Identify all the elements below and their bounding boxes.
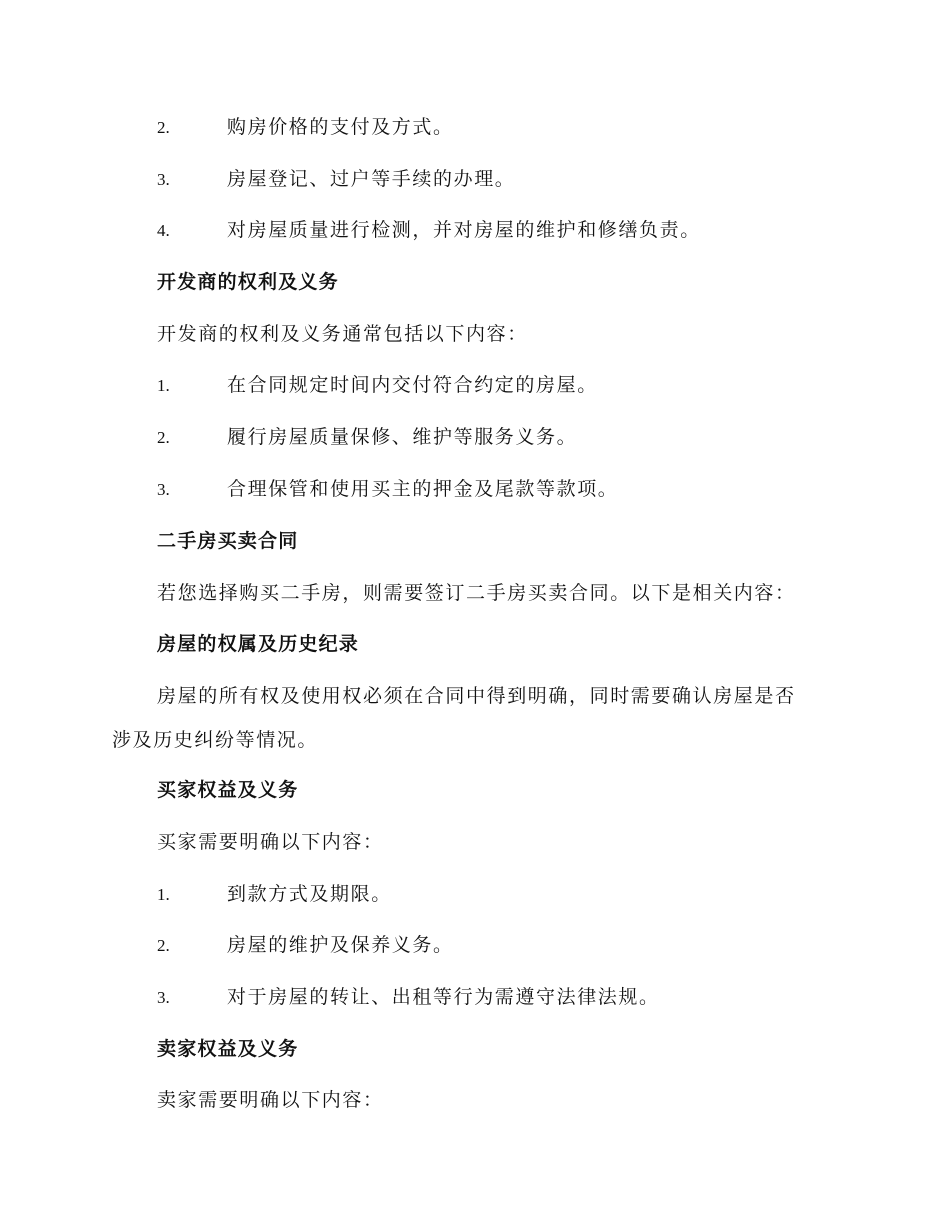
list-number: 1. bbox=[157, 376, 170, 395]
list-number: 3. bbox=[157, 480, 170, 499]
paragraph-buyer-intro: 买家需要明确以下内容： bbox=[157, 831, 384, 853]
paragraph-developer-intro: 开发商的权利及义务通常包括以下内容： bbox=[157, 323, 528, 345]
list-number: 4. bbox=[157, 221, 170, 240]
list-item-text: 履行房屋质量保修、维护等服务义务。 bbox=[227, 426, 578, 448]
section-heading-ownership: 房屋的权属及历史纪录 bbox=[157, 633, 360, 655]
list-item-text: 房屋登记、过户等手续的办理。 bbox=[227, 168, 516, 190]
list-item-text: 在合同规定时间内交付符合约定的房屋。 bbox=[227, 374, 598, 396]
list-item-text: 购房价格的支付及方式。 bbox=[227, 116, 454, 138]
section-heading-second-hand: 二手房买卖合同 bbox=[157, 530, 299, 552]
section-heading-seller: 卖家权益及义务 bbox=[157, 1038, 299, 1060]
paragraph-ownership-line2: 涉及历史纠纷等情况。 bbox=[112, 729, 319, 751]
list-item-text: 对房屋质量进行检测，并对房屋的维护和修缮负责。 bbox=[227, 219, 701, 241]
list-number: 2. bbox=[157, 118, 170, 137]
paragraph-seller-intro: 卖家需要明确以下内容： bbox=[157, 1089, 384, 1111]
list-item-text: 对于房屋的转让、出租等行为需遵守法律法规。 bbox=[227, 986, 660, 1008]
list-number: 3. bbox=[157, 988, 170, 1007]
list-number: 1. bbox=[157, 885, 170, 904]
list-item-text: 房屋的维护及保养义务。 bbox=[227, 934, 454, 956]
paragraph-ownership-line1: 房屋的所有权及使用权必须在合同中得到明确，同时需要确认房屋是否 bbox=[157, 685, 796, 707]
list-number: 3. bbox=[157, 170, 170, 189]
paragraph-second-hand-intro: 若您选择购买二手房，则需要签订二手房买卖合同。以下是相关内容： bbox=[157, 582, 796, 604]
section-heading-buyer: 买家权益及义务 bbox=[157, 779, 299, 801]
list-number: 2. bbox=[157, 936, 170, 955]
list-number: 2. bbox=[157, 428, 170, 447]
section-heading-developer: 开发商的权利及义务 bbox=[157, 271, 339, 293]
list-item-text: 合理保管和使用买主的押金及尾款等款项。 bbox=[227, 478, 619, 500]
list-item-text: 到款方式及期限。 bbox=[227, 883, 392, 905]
